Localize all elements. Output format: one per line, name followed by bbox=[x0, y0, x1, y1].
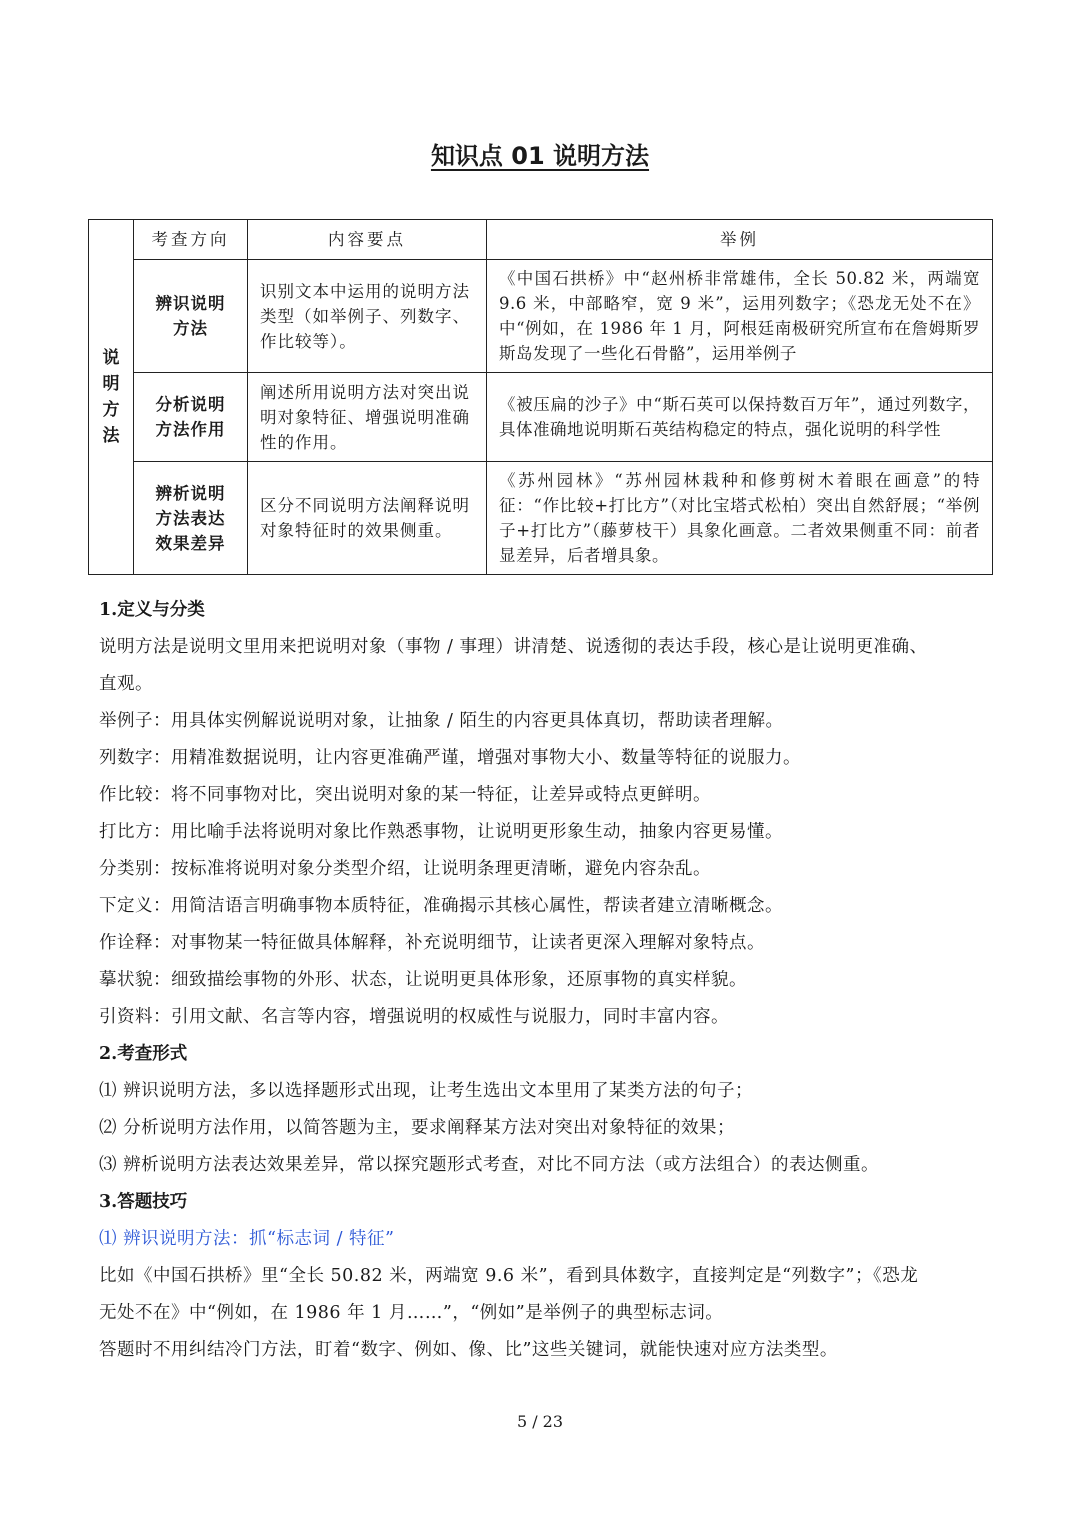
method-item: 引资料：引用文献、名言等内容，增强说明的权威性与说服力，同时丰富内容。 bbox=[99, 1007, 729, 1027]
definition-text: 直观。 bbox=[99, 674, 153, 694]
row-points: 识别文本中运用的说明方法类型（如举例子、列数字、作比较等）。 bbox=[248, 260, 487, 373]
row-points: 阐述所用说明方法对突出说明对象特征、增强说明准确性的作用。 bbox=[248, 373, 487, 462]
header-direction: 考查方向 bbox=[134, 220, 248, 260]
form-item: ⑶ 辨析说明方法表达效果差异，常以探究题形式考查，对比不同方法（或方法组合）的表达侧重。 bbox=[99, 1155, 880, 1175]
table-side-label: 说 明 方 法 bbox=[89, 220, 134, 575]
row-example: 《中国石拱桥》中“赵州桥非常雄伟，全长 50.82 米，两端宽 9.6 米，中部略窄，宽 9 米”，运用列数字；《恐龙无处不在》中“例如，在 1986 年 1 月，阿根廷南极研究所宣布在詹姆斯罗斯岛发现了一些化石骨骼”，运用举例子 bbox=[487, 260, 993, 373]
method-item: 作比较：将不同事物对比，突出说明对象的某一特征，让差异或特点更鲜明。 bbox=[99, 785, 711, 805]
row-direction: 分析说明方法作用 bbox=[134, 373, 248, 462]
table-row bbox=[89, 373, 993, 462]
table-row bbox=[89, 260, 993, 373]
page-number: 5 / 23 bbox=[516, 1412, 564, 1431]
row-direction: 辨识说明方法 bbox=[134, 260, 248, 373]
method-item: 列数字：用精准数据说明，让内容更准确严谨，增强对事物大小、数量等特征的说服力。 bbox=[99, 748, 801, 768]
header-points: 内容要点 bbox=[248, 220, 487, 260]
definition-text: 说明方法是说明文里用来把说明对象（事物 / 事理）讲清楚、说透彻的表达手段，核心是让说明更准确、 bbox=[99, 637, 928, 657]
table-header-row bbox=[89, 220, 993, 260]
knowledge-table bbox=[88, 219, 993, 575]
row-direction: 辨析说明方法表达效果差异 bbox=[134, 462, 248, 575]
section-heading-forms: 2.考查形式 bbox=[99, 1044, 188, 1064]
tip-text: 比如《中国石拱桥》里“全长 50.82 米，两端宽 9.6 米”，看到具体数字，直接判定是“列数字”；《恐龙 bbox=[99, 1266, 919, 1286]
row-points: 区分不同说明方法阐释说明对象特征时的效果侧重。 bbox=[248, 462, 487, 575]
tip-text: 答题时不用纠结冷门方法，盯着“数字、例如、像、比”这些关键词，就能快速对应方法类型。 bbox=[99, 1340, 838, 1360]
method-item: 分类别：按标准将说明对象分类型介绍，让说明条理更清晰，避免内容杂乱。 bbox=[99, 859, 711, 879]
table-row bbox=[89, 462, 993, 575]
form-item: ⑵ 分析说明方法作用，以简答题为主，要求阐释某方法对突出对象特征的效果； bbox=[99, 1118, 736, 1138]
method-item: 作诠释：对事物某一特征做具体解释，补充说明细节，让读者更深入理解对象特点。 bbox=[99, 933, 765, 953]
tip-text: 无处不在》中“例如，在 1986 年 1 月……”，“例如”是举例子的典型标志词。 bbox=[99, 1303, 724, 1323]
method-item: 摹状貌：细致描绘事物的外形、状态，让说明更具体形象，还原事物的真实样貌。 bbox=[99, 970, 747, 990]
section-heading-definition: 1.定义与分类 bbox=[99, 600, 205, 620]
section-heading-tips: 3.答题技巧 bbox=[99, 1192, 188, 1212]
method-item: 打比方：用比喻手法将说明对象比作熟悉事物，让说明更形象生动，抽象内容更易懂。 bbox=[99, 822, 783, 842]
method-item: 下定义：用简洁语言明确事物本质特征，准确揭示其核心属性，帮读者建立清晰概念。 bbox=[99, 896, 783, 916]
row-example: 《苏州园林》“苏州园林栽种和修剪树木着眼在画意”的特征：“作比较+打比方”（对比宝塔式松柏）突出自然舒展；“举例子+打比方”（藤萝枝干）具象化画意。二者效果侧重不同：前者显差异，后者增具象。 bbox=[487, 462, 993, 575]
row-example: 《被压扁的沙子》中“斯石英可以保持数百万年”，通过列数字，具体准确地说明斯石英结构稳定的特点，强化说明的科学性 bbox=[487, 373, 993, 462]
form-item: ⑴ 辨识说明方法，多以选择题形式出现，让考生选出文本里用了某类方法的句子； bbox=[99, 1081, 754, 1101]
page-title: 知识点 01 说明方法 bbox=[430, 142, 650, 170]
method-item: 举例子：用具体实例解说说明对象，让抽象 / 陌生的内容更具体真切，帮助读者理解。 bbox=[99, 711, 784, 731]
tip-title: ⑴ 辨识说明方法：抓“标志词 / 特征” bbox=[99, 1229, 395, 1249]
header-example: 举例 bbox=[487, 220, 993, 260]
content-body bbox=[99, 592, 989, 1369]
